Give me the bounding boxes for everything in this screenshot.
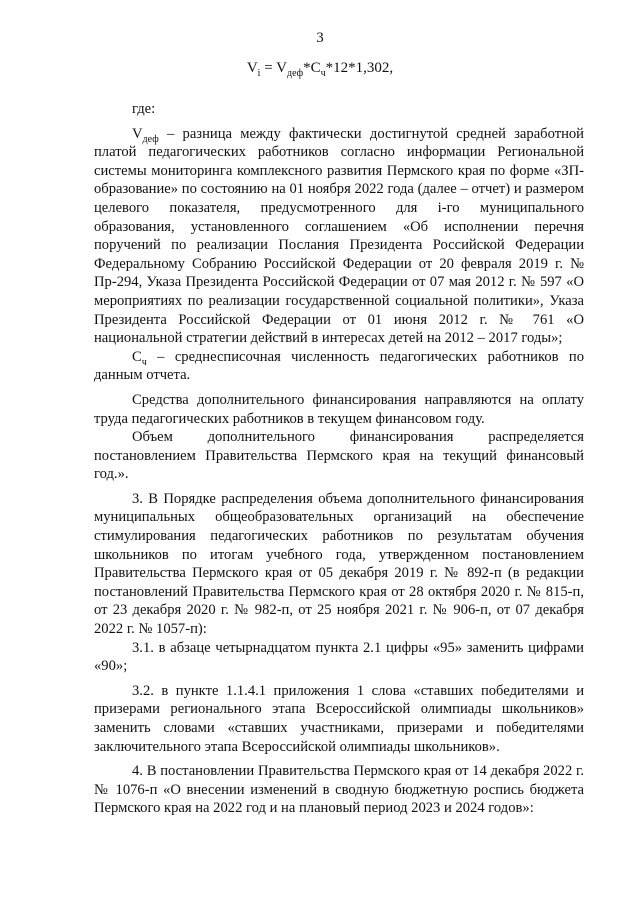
document-body (94, 100, 584, 818)
formula-v-sub: деф (286, 68, 304, 79)
formula-lhs: V (246, 60, 258, 76)
where-label: где: (132, 101, 156, 117)
formula-lhs-sub: i (257, 68, 261, 79)
vdef-subscript: деф (142, 133, 159, 145)
formula (0, 60, 640, 79)
formula-mid: *С (303, 60, 321, 76)
paragraph-3-1: 3.1. в абзаце четырнадцатом пункта 2.1 цифры «95» заменить цифрами «90»; (94, 639, 584, 675)
formula-c-sub: ч (320, 68, 326, 79)
cch-text: – среднесписочная численность педагогических работников по данным отчета. (94, 348, 584, 384)
paragraph-3-2: 3.2. в пункте 1.1.4.1 приложения 1 слова «ставших победителями и призерами регионального этапа Всероссийской олимпиады школьников» заменить словами «ставших участниками, призерами и победителями заключительного этапа Всероссийской олимпиады школьников». (94, 682, 584, 755)
page-number: 3 (316, 30, 324, 46)
vdef-text: – разница между фактически достигнутой средней заработной платой педагогических работников согласно информации Региональной системы мониторинга комплексного развития Пермского края по форме «ЗП-образование» по состоянию на 01 ноября 2022 года (далее – отчет) и размером целевого показателя, предусмотренного для i-го муниципального образования, установленного соглашением «Об исполнении перечня поручений по реализации Послания Президента Российской Федерации Федеральному Собранию Российской Федерации от 20 февраля 2019 г. № Пр-294, Указа Президента Российской Федерации от 07 мая 2012 г. № 597 «О мероприятиях по реализации государственной социальной политики», Указа Президента Российской Федерации от 01 июня 2012 г. № 761 «О национальной стратегии действий в интересах детей на 2012 – 2017 годы»; (94, 125, 584, 347)
vdef-definition (94, 125, 584, 348)
vdef-symbol: V (132, 125, 143, 142)
cch-symbol: С (132, 348, 142, 365)
paragraph-4: 4. В постановлении Правительства Пермского края от 14 декабря 2022 г. № 1076-п «О внесении изменений в сводную бюджетную роспись бюджета Пермского края на 2022 год и на плановый период 2023 и 2024 годов»: (94, 763, 584, 817)
formula-eq: = V (260, 60, 287, 76)
cch-definition (94, 348, 584, 385)
cch-subscript: ч (141, 356, 147, 368)
formula-tail: *12*1,302, (325, 60, 394, 76)
paragraph-volume: Объем дополнительного финансирования распределяется постановлением Правительства Пермского края на текущий финансовый год.». (94, 429, 584, 483)
paragraph-3: 3. В Порядке распределения объема дополнительного финансирования муниципальных общеобразовательных организаций на обеспечение стимулирования педагогических работников по результатам обучения школьников по итогам учебного года, утвержденном постановлением Правительства Пермского края от 05 декабря 2019 г. № 892-п (в редакции постановлений Правительства Пермского края от 28 октября 2020 г. № 815-п, от 23 декабря 2020 г. № 982-п, от 25 ноября 2021 г. № 906-п, от 07 декабря 2022 г. № 1057-п): (94, 490, 584, 638)
paragraph-funds: Средства дополнительного финансирования направляются на оплату труда педагогических работников в текущем финансовом году. (94, 391, 584, 427)
